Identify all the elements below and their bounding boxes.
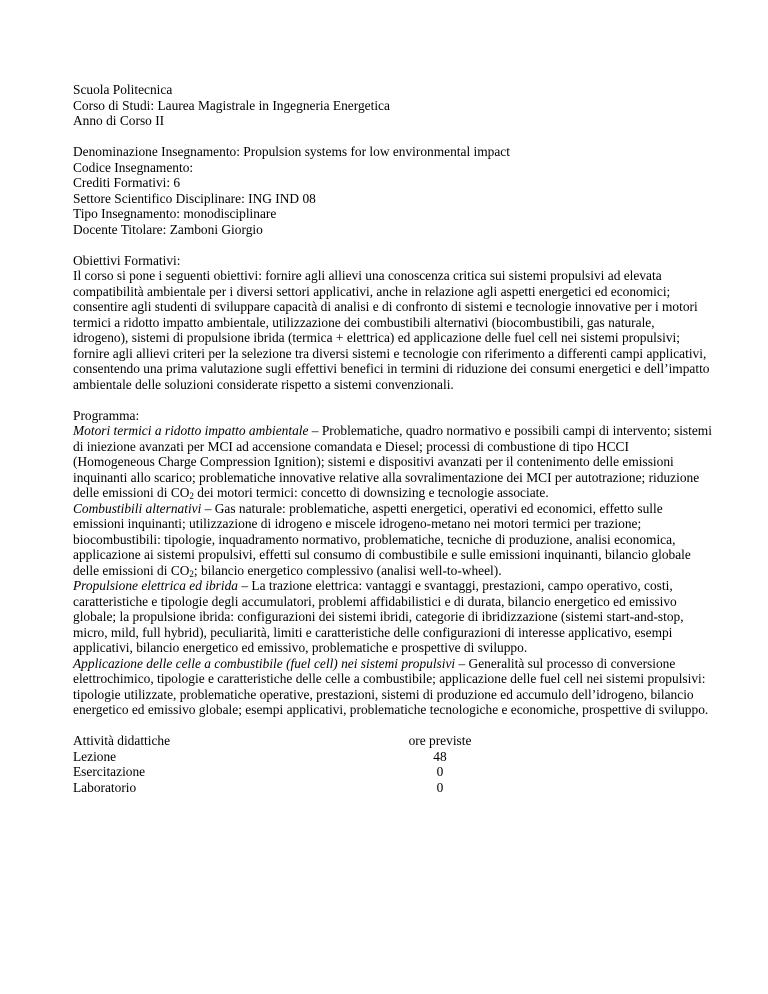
program-section-4-text: – Generalità sul processo di conversione elettrochimico, tipologie e caratteristiche delle celle a combustibile; applicazione delle fuel cell nei sistemi propulsivi: tipologie utilizzate, problematiche operative, prestazioni, sistemi di produzione ed accumulo dell’idrogeno, bilancio energetico ed emissivo globale; esempi applicativi, problematiche tecnologiche e economiche, prospettive di sviluppo.: [73, 655, 709, 717]
hours-table: [73, 733, 485, 795]
table-row: [73, 749, 485, 765]
program-section-2-text-b: ; bilancio energetico complessivo (analisi well-to-wheel).: [193, 562, 502, 578]
hours-row-value: 48: [433, 748, 447, 764]
course-teacher: Docente Titolare: Zamboni Giorgio: [73, 221, 263, 237]
hours-header-row: [73, 733, 485, 749]
course-year: Anno di Corso II: [73, 113, 165, 128]
program-section-2-title: Combustibili alternativi: [73, 500, 202, 516]
scientific-sector: Settore Scientifico Disciplinare: ING IND 08: [73, 190, 316, 206]
course-code: Codice Insegnamento:: [73, 159, 194, 175]
program-section-3-text: – La trazione elettrica: vantaggi e svantaggi, prestazioni, campo operativo, costi, caratteristiche e tipologie degli accumulatori, problemi affidabilistici e di durata, bilancio energetico ed emissivo globale; la propulsione ibrida: configurazioni dei sistemi ibridi, categorie di ibridizzazione (sistemi start-and-stop, micro, mild, full hybrid), peculiarità, limiti e caratteristiche delle configurazioni di interesse applicativo, esempi applicativi, bilancio energetico ed emissivo, problematiche e prospettive di sviluppo.: [73, 578, 684, 655]
table-row: [73, 780, 485, 796]
school-name: Scuola Politecnica: [73, 82, 173, 97]
course-type: Tipo Insegnamento: monodisciplinare: [73, 206, 277, 221]
co2-subscript: 2: [189, 568, 194, 579]
program-section-1-title: Motori termici a ridotto impatto ambientale: [73, 423, 309, 438]
table-row: [73, 764, 485, 780]
hours-row-label: Lezione: [73, 748, 117, 764]
program-section-1: [73, 423, 713, 501]
program-section-4: [73, 656, 713, 718]
program-section-2: [73, 501, 713, 579]
program-section-4-title: Applicazione delle celle a combustibile (fuel cell) nei sistemi propulsivi: [73, 655, 456, 671]
hours-header-activity: Attività didattiche: [73, 733, 171, 748]
hours-header-planned: ore previste: [408, 733, 472, 748]
hours-row-value: 0: [436, 764, 444, 779]
program-section-3: [73, 578, 713, 656]
program-title: Programma:: [73, 407, 140, 423]
course-name: Denominazione Insegnamento: Propulsion systems for low environmental impact: [73, 144, 510, 159]
course-of-study: Corso di Studi: Laurea Magistrale in Ingegneria Energetica: [73, 97, 390, 113]
document-page: [73, 82, 713, 795]
objectives-title: Obiettivi Formativi:: [73, 252, 181, 268]
program-section-1-text-a: – Problematiche, quadro normativo e possibili campi di intervento; sistemi di iniezione avanzati per MCI ad accensione comandata e Diesel; processi di combustione di tipo HCCI (Homogeneous Charge Compression Ignition); sistemi e dispositivi avanzati per il contenimento delle emissioni inquinanti allo scarico; problematiche innovative relative alla sovralimentazione dei MCI per autotrazione; riduzione delle emissioni di CO: [73, 423, 712, 500]
hours-row-value: 0: [436, 779, 444, 795]
program-section-2-text-a: – Gas naturale: problematiche, aspetti energetici, operativi ed economici, effetto sulle emissioni inquinanti; utilizzazione di idrogeno e miscele idrogeno-metano nei motori termici per trazione; biocombustibili: tipologie, inquadramento normativo, problematiche, tecniche di produzione, analisi economica, applicazione ai sistemi propulsivi, effetti sul consumo di combustibile e sulle emissioni inquinanti, bilancio globale delle emissioni di CO: [73, 500, 691, 578]
hours-row-label: Esercitazione: [73, 764, 146, 779]
program-section-3-title: Propulsione elettrica ed ibrida: [73, 578, 239, 593]
program-section-1-text-b: dei motori termici: concetto di downsizing e tecnologie associate.: [193, 485, 549, 500]
co2-subscript: 2: [189, 491, 194, 501]
hours-row-label: Laboratorio: [73, 779, 137, 795]
course-credits: Crediti Formativi: 6: [73, 175, 181, 190]
objectives-text: Il corso si pone i seguenti obiettivi: fornire agli allievi una conoscenza critica sui sistemi propulsivi ad elevata compatibilità ambientale per i diversi settori applicativi, anche in relazione agli aspetti energetici ed economici; consentire agli studenti di sviluppare capacità di analisi e di confronto di sistemi e tecnologie innovative per i motori termici a ridotto impatto ambientale, utilizzazione dei combustibili alternativi (biocombustibili, gas naturale, idrogeno), sistemi di propulsione ibrida (termica + elettrica) ed applicazione delle fuel cell nei sistemi propulsivi; fornire agli allievi criteri per la selezione tra diversi sistemi e tecnologie con riferimento a differenti campi applicativi, consentendo una prima valutazione sugli effettivi benefici in termini di riduzione dei consumi energetici e dell’impatto ambientale delle soluzioni considerate rispetto a sistemi convenzionali.: [73, 268, 710, 392]
